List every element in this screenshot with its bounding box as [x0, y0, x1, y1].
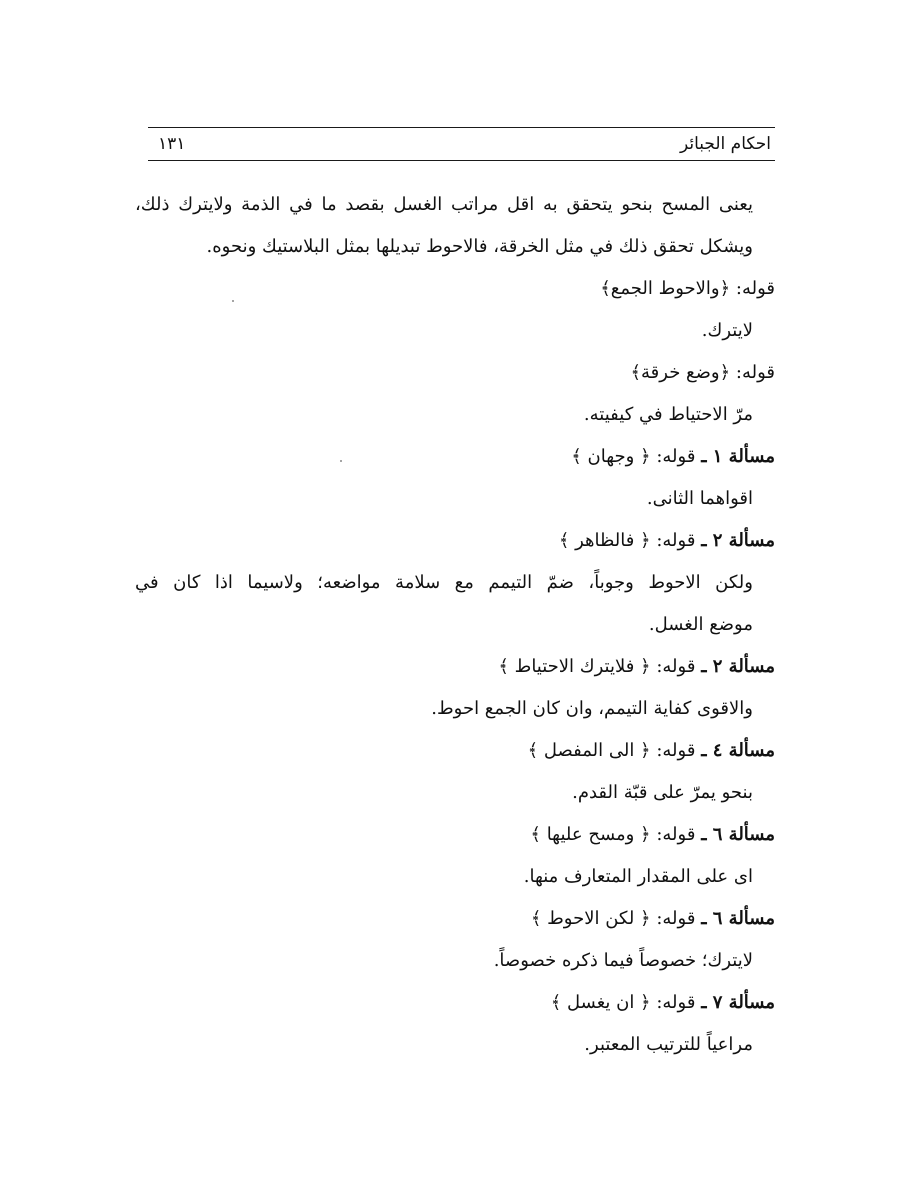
heading-quote: ﴿وضع خرقة﴾ [630, 362, 731, 383]
issue-label: مسألة ٤ ـ [701, 740, 775, 761]
issue-heading [135, 982, 775, 1024]
page-number: ١٣١ [158, 134, 186, 154]
commentary-text: مرّ الاحتياط في كيفيته. [583, 404, 753, 425]
heading-quote: ﴿ فلايترك الاحتياط ﴾ [498, 656, 651, 677]
commentary-text: بنحو يمرّ على قبّة القدم. [572, 782, 753, 803]
issue-heading [135, 814, 775, 856]
issue-heading [135, 646, 775, 688]
heading-prefix: قوله: [735, 278, 775, 299]
commentary-text: والاقوى كفاية التيمم، وان كان الجمع احوط. [431, 698, 753, 719]
scan-speck [340, 460, 342, 462]
commentary-text: مراعياً للترتيب المعتبر. [584, 1034, 753, 1055]
heading-quote: ﴿ ان يغسل ﴾ [550, 992, 651, 1013]
running-header [148, 127, 775, 161]
page-body [135, 184, 775, 1066]
heading-quote: ﴿ الى المفصل ﴾ [527, 740, 651, 761]
heading-quote: ﴿ وجهان ﴾ [571, 446, 651, 467]
heading-quote: ﴿والاحوط الجمع﴾ [600, 278, 731, 299]
issue-heading [135, 730, 775, 772]
issue-label: مسألة ٢ ـ [701, 656, 775, 677]
paragraph-line: ويشكل تحقق ذلك في مثل الخرقة، فالاحوط تبديلها بمثل البلاستيك ونحوه. [206, 236, 753, 257]
heading-prefix: قوله: [656, 908, 696, 929]
commentary-heading [135, 352, 775, 394]
commentary-text: موضع الغسل. [648, 614, 753, 635]
issue-label: مسألة ١ ـ [701, 446, 775, 467]
heading-quote: ﴿ فالظاهر ﴾ [558, 530, 651, 551]
commentary-text: لايترك. [701, 320, 753, 341]
heading-prefix: قوله: [735, 362, 775, 383]
heading-prefix: قوله: [656, 530, 696, 551]
paragraph-line: يعنى المسح بنحو يتحقق به اقل مراتب الغسل بقصد ما في الذمة ولايترك ذلك، [135, 194, 753, 215]
heading-prefix: قوله: [656, 446, 696, 467]
heading-quote: ﴿ ومسح عليها ﴾ [530, 824, 651, 845]
issue-heading [135, 436, 775, 478]
heading-prefix: قوله: [656, 824, 696, 845]
issue-label: مسألة ٢ ـ [701, 530, 775, 551]
scan-speck [232, 300, 234, 302]
heading-prefix: قوله: [656, 992, 696, 1013]
commentary-text: اقواهما الثانى. [646, 488, 753, 509]
commentary-text: اى على المقدار المتعارف منها. [523, 866, 753, 887]
issue-heading [135, 898, 775, 940]
issue-label: مسألة ٧ ـ [701, 992, 775, 1013]
commentary-text: ولكن الاحوط وجوباً، ضمّ التيمم مع سلامة مواضعه؛ ولاسيما اذا كان في [135, 572, 753, 593]
heading-quote: ﴿ لكن الاحوط ﴾ [530, 908, 651, 929]
commentary-text: لايترك؛ خصوصاً فيما ذكره خصوصاً. [493, 950, 753, 971]
heading-prefix: قوله: [656, 656, 696, 677]
heading-prefix: قوله: [656, 740, 696, 761]
header-title: احكام الجبائر [679, 134, 771, 154]
issue-label: مسألة ٦ ـ [701, 908, 775, 929]
issue-label: مسألة ٦ ـ [701, 824, 775, 845]
commentary-heading [135, 268, 775, 310]
issue-heading [135, 520, 775, 562]
